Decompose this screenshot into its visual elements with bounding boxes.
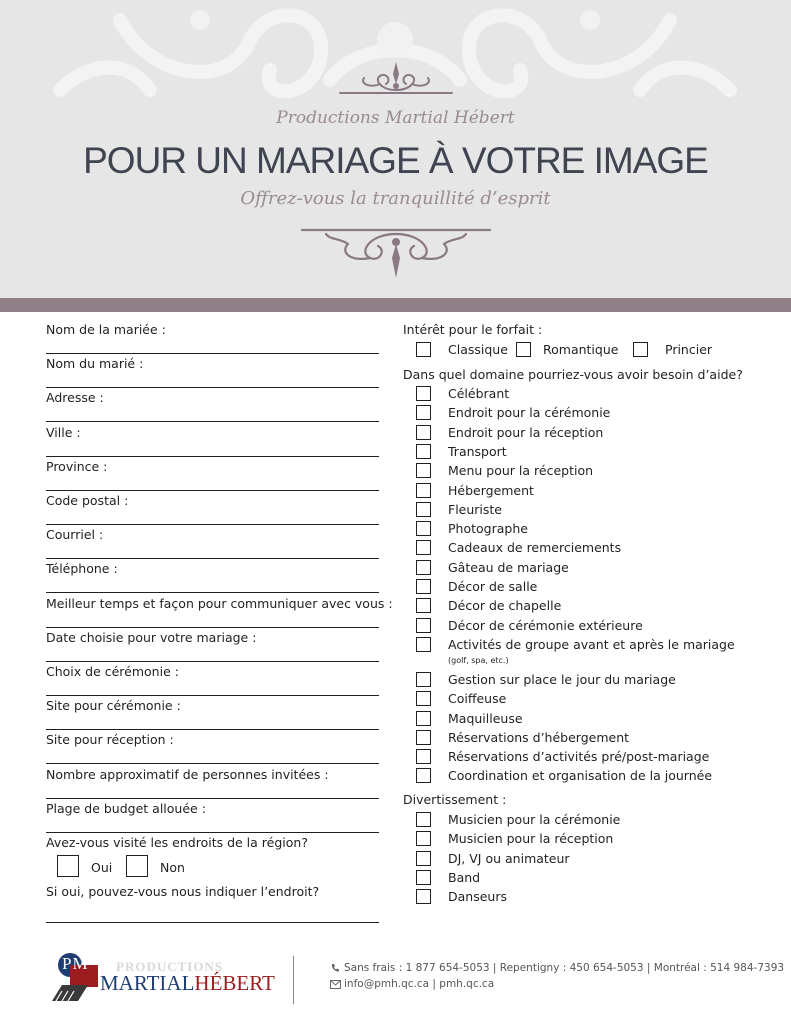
page-subtitle: Offrez-vous la tranquillité d’esprit	[240, 188, 551, 209]
activities-note: (golf, spa, etc.)	[448, 655, 509, 665]
help-checkbox[interactable]	[416, 444, 431, 459]
field-input-line[interactable]	[46, 456, 379, 457]
page-title: POUR UN MARIAGE À VOTRE IMAGE	[83, 140, 708, 181]
package-checkbox[interactable]	[516, 342, 531, 357]
field-label: Date choisie pour votre mariage :	[46, 629, 257, 645]
field-label: Meilleur temps et façon pour communiquer avec vous :	[46, 595, 393, 611]
field-label: Site pour cérémonie :	[46, 698, 181, 714]
entertainment-checkbox[interactable]	[416, 889, 431, 904]
entertainment-item-label: Musicien pour la réception	[448, 831, 614, 847]
entertainment-item-label: Band	[448, 869, 481, 885]
field-label: Province :	[46, 458, 108, 474]
help-item-label: Décor de salle	[448, 579, 538, 594]
help-checkbox[interactable]	[416, 386, 431, 401]
help-checkbox[interactable]	[416, 483, 431, 498]
help-item-label: Menu pour la réception	[448, 463, 594, 479]
field-input-line[interactable]	[46, 832, 379, 833]
help-checkbox[interactable]	[416, 730, 431, 745]
help-checkbox[interactable]	[416, 749, 431, 764]
form-area	[0, 312, 791, 939]
field-input-line[interactable]	[46, 524, 379, 525]
help-item-label: Gestion sur place le jour du mariage	[448, 671, 676, 687]
entertainment-item-label: Danseurs	[448, 889, 507, 905]
help-checkbox[interactable]	[416, 463, 431, 478]
phone-icon	[330, 963, 340, 973]
help-checkbox[interactable]	[416, 598, 431, 613]
field-label: Nombre approximatif de personnes invitées :	[46, 766, 329, 782]
field-input-line[interactable]	[46, 490, 379, 491]
entertainment-checkbox[interactable]	[416, 870, 431, 885]
help-item-label: Endroit pour la cérémonie	[448, 405, 611, 421]
help-checkbox[interactable]	[416, 521, 431, 536]
help-checkbox[interactable]	[416, 579, 431, 594]
help-checkbox[interactable]	[416, 768, 431, 783]
logo-martial: MARTIAL	[100, 971, 195, 995]
logo	[48, 951, 275, 1011]
field-input-line[interactable]	[46, 763, 379, 764]
field-input-line[interactable]	[46, 353, 379, 354]
help-checkbox[interactable]	[416, 691, 431, 706]
help-item-label: Photographe	[448, 521, 528, 537]
help-item-label: Activités de groupe avant et après le mariage	[448, 636, 735, 652]
logo-name	[100, 971, 275, 996]
field-label: Site pour réception :	[46, 732, 174, 748]
help-item-label: Maquilleuse	[448, 710, 523, 726]
help-label: Dans quel domaine pourriez-vous avoir besoin d’aide?	[403, 367, 743, 382]
contact-web: info@pmh.qc.ca | pmh.qc.ca	[344, 978, 495, 990]
field-label: Avez-vous visité les endroits de la région?	[46, 835, 308, 850]
monogram-initials: PM	[62, 954, 89, 973]
help-checkbox[interactable]	[416, 618, 431, 633]
field-input-line[interactable]	[46, 387, 379, 388]
field-input-line[interactable]	[46, 798, 379, 799]
field-label: Adresse :	[46, 390, 104, 406]
help-checkbox[interactable]	[416, 540, 431, 555]
help-item-label: Gâteau de mariage	[448, 559, 569, 575]
header	[0, 0, 791, 298]
brand-name: Productions Martial Hébert	[276, 108, 515, 128]
field-input-line[interactable]	[46, 695, 379, 696]
field-label: Téléphone :	[46, 561, 118, 577]
phone-numbers: Sans frais : 1 877 654-5053 | Repentigny : 450 654-5053 | Montréal : 514 984-7393	[344, 962, 785, 974]
help-item-label: Coiffeuse	[448, 691, 507, 707]
help-item-label: Réservations d’hébergement	[448, 729, 630, 745]
entertainment-checkbox[interactable]	[416, 812, 431, 827]
field-input-line[interactable]	[46, 661, 379, 662]
footer-divider	[293, 956, 294, 1004]
help-item-label: Réservations d’activités pré/post-mariage	[448, 749, 710, 765]
help-item-label: Hébergement	[448, 482, 534, 498]
help-checkbox[interactable]	[416, 425, 431, 440]
entertainment-item-label: DJ, VJ ou animateur	[448, 850, 570, 866]
field-label: Nom du marié :	[46, 356, 144, 372]
help-item-label: Cadeaux de remerciements	[448, 540, 622, 556]
field-label: Plage de budget allouée :	[46, 800, 206, 816]
top-flourish-icon	[336, 60, 456, 100]
field-label: Code postal :	[46, 493, 129, 508]
field-label: Nom de la mariée :	[46, 322, 166, 337]
package-checkbox[interactable]	[633, 342, 648, 357]
bottom-flourish-icon	[300, 222, 492, 282]
field-input-line[interactable]	[46, 558, 379, 559]
help-item-label: Décor de chapelle	[448, 598, 562, 614]
followup-input-line[interactable]	[46, 922, 379, 923]
help-item-label: Transport	[448, 443, 507, 459]
entertainment-label: Divertissement :	[403, 791, 507, 807]
label-oui: Oui	[91, 860, 113, 875]
logo-productions: PRODUCTIONS	[116, 959, 224, 974]
label-non: Non	[160, 860, 185, 875]
accent-band	[0, 298, 791, 312]
help-checkbox[interactable]	[416, 560, 431, 575]
field-input-line[interactable]	[46, 592, 379, 593]
followup-label: Si oui, pouvez-vous nous indiquer l’endroit?	[46, 884, 320, 899]
checkbox-non[interactable]	[126, 855, 148, 877]
entertainment-checkbox[interactable]	[416, 831, 431, 846]
help-checkbox[interactable]	[416, 502, 431, 517]
field-label: Choix de cérémonie :	[46, 664, 179, 679]
help-item-label: Fleuriste	[448, 501, 502, 517]
help-checkbox[interactable]	[416, 711, 431, 726]
help-item-label: Célébrant	[448, 386, 510, 401]
package-option-label: Classique	[448, 342, 508, 357]
help-checkbox[interactable]	[416, 637, 431, 652]
field-input-line[interactable]	[46, 421, 379, 422]
field-input-line[interactable]	[46, 627, 379, 628]
help-item-label: Décor de cérémonie extérieure	[448, 617, 643, 633]
logo-hebert: HÉBERT	[194, 971, 275, 995]
package-label: Intérêt pour le forfait :	[403, 322, 543, 337]
field-input-line[interactable]	[46, 729, 379, 730]
entertainment-checkbox[interactable]	[416, 851, 431, 866]
entertainment-item-label: Musicien pour la cérémonie	[448, 811, 621, 827]
package-option-label: Princier	[665, 342, 713, 357]
package-option-label: Romantique	[543, 342, 619, 357]
help-checkbox[interactable]	[416, 405, 431, 420]
help-item-label: Endroit pour la réception	[448, 424, 604, 440]
field-label: Courriel :	[46, 527, 104, 543]
help-checkbox[interactable]	[416, 672, 431, 687]
help-item-label: Coordination et organisation de la journée	[448, 768, 713, 784]
field-label: Ville :	[46, 424, 81, 440]
checkbox-oui[interactable]	[57, 855, 79, 877]
package-checkbox[interactable]	[416, 342, 431, 357]
mail-icon	[330, 980, 341, 989]
